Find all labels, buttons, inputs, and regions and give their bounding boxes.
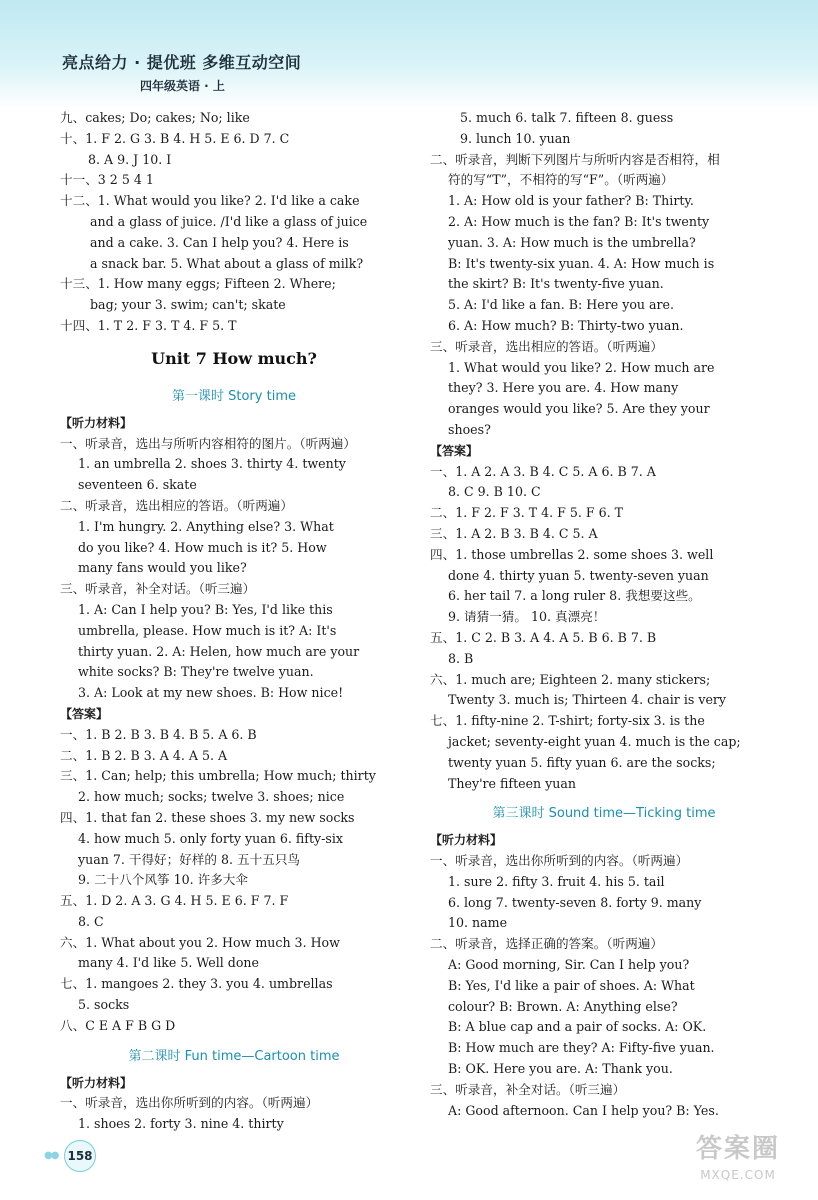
text-line: bag; your 3. swim; can't; skate [90,297,286,313]
text-line: 二、听录音，选出相应的答语。（听两遍） [60,497,293,513]
text-line: 三、听录音，补全对话。（听三遍） [430,1081,626,1097]
watermark-logo: 答案圈 [695,1134,780,1164]
text-line: yuan 7. 干得好；好样的 8. 五十五只鸟 [78,851,301,867]
section-heading: 【答案】 [60,706,109,721]
text-line: 9. lunch 10. yuan [460,130,571,146]
text-line: 三、听录音，补全对话。（听三遍） [60,581,256,597]
text-line: Twenty 3. much is; Thirteen 4. chair is very [448,692,727,708]
unit-title: Unit 7 How much? [151,348,317,368]
text-line: 四、1. those umbrellas 2. some shoes 3. well [430,546,714,562]
text-line: 6. A: How much? B: Thirty-two yuan. [448,317,684,333]
text-line: 一、1. B 2. B 3. B 4. B 5. A 6. B [60,726,257,742]
text-line: 三、1. A 2. B 3. B 4. C 5. A [430,525,598,541]
watermark-url: MXQE.COM [700,1168,776,1182]
text-line: do you like? 4. How much is it? 5. How [78,539,327,555]
text-line: 七、1. fifty-nine 2. T-shirt; forty-six 3. is the [430,713,705,729]
text-line: 8. A 9. J 10. I [88,151,172,167]
text-line: 十一、3 2 5 4 1 [60,172,154,188]
decorative-dots-icon: ●● [44,1150,58,1161]
page-number: 158 [64,1140,96,1172]
text-line: yuan. 3. A: How much is the umbrella? [448,234,696,250]
left-column [60,108,408,1135]
text-line: 一、1. A 2. A 3. B 4. C 5. A 6. B 7. A [430,463,656,479]
section-heading: 【听力材料】 [60,415,133,430]
text-line: and a cake. 3. Can I help you? 4. Here is [90,234,349,250]
text-line: white socks? B: They're twelve yuan. [78,664,314,680]
text-line: 十、1. F 2. G 3. B 4. H 5. E 6. D 7. C [60,130,290,146]
text-line: 1. shoes 2. forty 3. nine 4. thirty [78,1116,284,1132]
text-line: 九、cakes; Do; cakes; No; like [60,110,250,125]
text-line: They're fifteen yuan [448,775,577,791]
text-line: they? 3. Here you are. 4. How many [448,380,679,396]
text-line: twenty yuan 5. fifty yuan 6. are the socks; [448,754,716,770]
lesson-heading: 第一课时 Story time [172,388,296,404]
text-line: 6. long 7. twenty-seven 8. forty 9. many [448,894,702,910]
text-line: 三、1. Can; help; this umbrella; How much; thirty [60,768,376,784]
text-line: many fans would you like? [78,560,247,576]
text-line: 二、1. B 2. B 3. A 4. A 5. A [60,747,228,763]
text-line: 8. C 9. B 10. C [448,484,541,500]
text-line: 十四、1. T 2. F 3. T 4. F 5. T [60,317,237,333]
text-line: 1. A: Can I help you? B: Yes, I'd like this [78,601,333,617]
text-line: colour? B: Brown. A: Anything else? [448,998,678,1014]
text-line: 七、1. mangoes 2. they 3. you 4. umbrellas [60,976,333,992]
text-line: 1. I'm hungry. 2. Anything else? 3. What [78,518,334,534]
text-line: 9. 二十八个风筝 10. 许多大伞 [78,872,248,888]
text-line: B: OK. Here you are. A: Thank you. [448,1061,673,1077]
book-title: 亮点给力 · 提优班 多维互动空间 [62,53,302,72]
header-banner [0,0,818,108]
text-line: 5. socks [78,997,130,1013]
text-line: umbrella, please. How much is it? A: It's [78,622,337,638]
section-heading: 【答案】 [430,443,479,458]
text-line: 6. her tail 7. a long ruler 8. 我想要这些。 [448,588,701,604]
text-line: seventeen 6. skate [78,477,197,493]
text-line: B: It's twenty-six yuan. 4. A: How much is [448,255,715,271]
section-heading: 【听力材料】 [430,833,503,848]
text-line: 二、听录音，判断下列图片与所听内容是否相符，相 [430,151,720,167]
text-line: 8. B [448,650,474,666]
text-line: 8. C [78,913,104,929]
text-line: 三、听录音，选出相应的答语。（听两遍） [430,338,663,354]
text-line: 符的写“T”，不相符的写“F”。（听两遍） [448,172,674,188]
book-subtitle: 四年级英语 · 上 [140,79,225,93]
text-line: 2. how much; socks; twelve 3. shoes; nice [78,789,345,805]
text-line: 9. 请猜一猜。 10. 真漂亮！ [448,609,606,625]
text-line: 一、听录音，选出你所听到的内容。（听两遍） [60,1095,319,1111]
section-heading: 【听力材料】 [60,1075,133,1090]
right-column [430,108,778,1121]
text-line: 四、1. that fan 2. these shoes 3. my new socks [60,809,355,825]
text-line: 六、1. What about you 2. How much 3. How [60,934,340,950]
text-line: the skirt? B: It's twenty-five yuan. [448,276,664,292]
text-line: A: Good morning, Sir. Can I help you? [448,957,690,973]
text-line: 五、1. C 2. B 3. A 4. A 5. B 6. B 7. B [430,629,657,645]
text-line: shoes? [448,421,491,437]
text-line: 10. name [448,915,508,931]
lesson-heading: 第二课时 Fun time—Cartoon time [128,1048,340,1064]
text-line: jacket; seventy-eight yuan 4. much is the cap; [448,733,741,749]
text-line: 二、听录音，选择正确的答案。（听两遍） [430,936,663,952]
text-line: 4. how much 5. only forty yuan 6. fifty-six [78,830,343,846]
text-line: 3. A: Look at my new shoes. B: How nice! [78,685,344,701]
text-line: 八、C E A F B G D [60,1017,176,1033]
text-line: 二、1. F 2. F 3. T 4. F 5. F 6. T [430,505,624,521]
text-line: thirty yuan. 2. A: Helen, how much are your [78,643,360,659]
text-line: 2. A: How much is the fan? B: It's twenty [448,213,710,229]
text-line: 1. an umbrella 2. shoes 3. thirty 4. twenty [78,456,346,472]
lesson-heading: 第三课时 Sound time—Ticking time [492,806,716,822]
text-line: 一、听录音，选出与所听内容相符的图片。（听两遍） [60,435,356,451]
text-line: many 4. I'd like 5. Well done [78,955,259,971]
watermark [668,1132,808,1196]
text-line: oranges would you like? 5. Are they your [448,401,710,417]
text-line: done 4. thirty yuan 5. twenty-seven yuan [448,567,709,583]
text-line: a snack bar. 5. What about a glass of milk? [90,255,364,271]
text-line: 5. much 6. talk 7. fifteen 8. guess [460,110,674,125]
text-line: 5. A: I'd like a fan. B: Here you are. [448,297,675,313]
text-line: 一、听录音，选出你所听到的内容。（听两遍） [430,853,689,869]
text-line: 十二、1. What would you like? 2. I'd like a cake [60,193,360,209]
text-line: 1. sure 2. fifty 3. fruit 4. his 5. tail [448,873,665,889]
text-line: 1. A: How old is your father? B: Thirty. [448,193,694,209]
text-line: 1. What would you like? 2. How much are [448,359,715,375]
text-line: A: Good afternoon. Can I help you? B: Yes. [448,1102,719,1118]
text-line: 十三、1. How many eggs; Fifteen 2. Where; [60,276,336,292]
text-line: B: A blue cap and a pair of socks. A: OK. [448,1019,707,1035]
text-line: 五、1. D 2. A 3. G 4. H 5. E 6. F 7. F [60,893,289,909]
text-line: B: How much are they? A: Fifty-five yuan. [448,1040,715,1056]
text-line: and a glass of juice. /I'd like a glass of juice [90,213,368,229]
text-line: B: Yes, I'd like a pair of shoes. A: What [448,977,695,993]
text-line: 六、1. much are; Eighteen 2. many stickers; [430,671,711,687]
